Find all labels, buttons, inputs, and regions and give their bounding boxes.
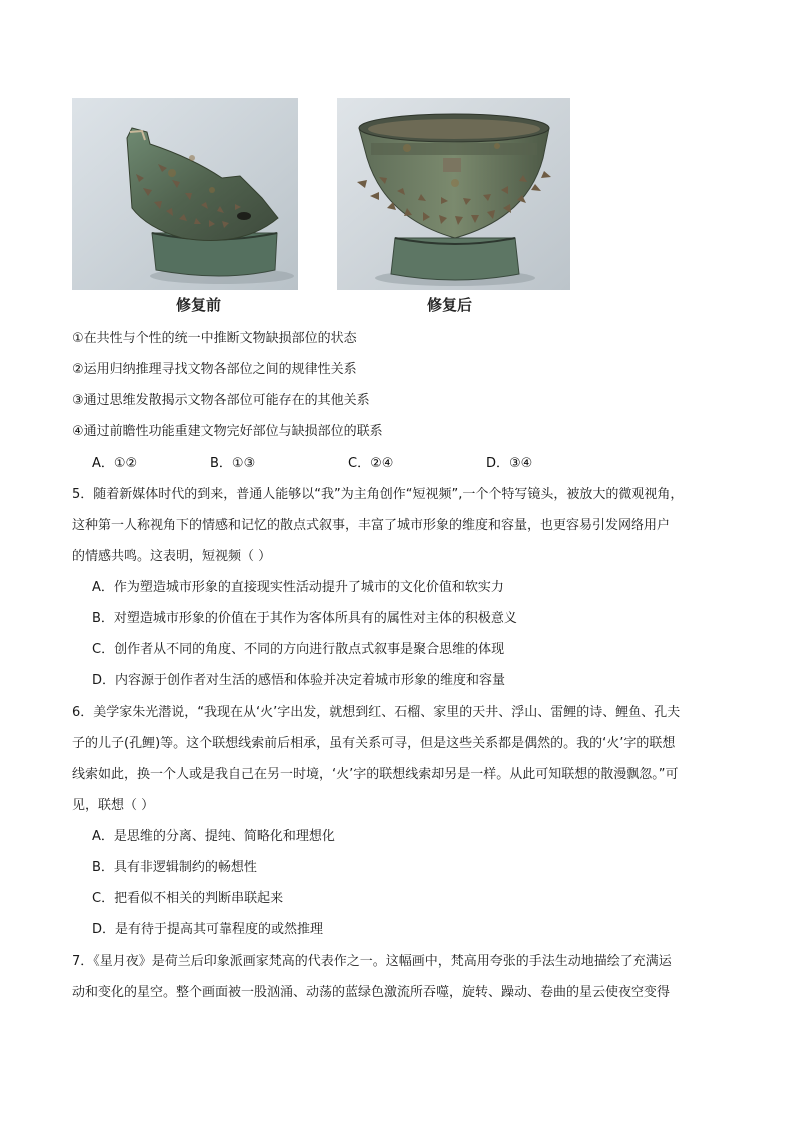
q5-option-b[interactable]: B．对塑造城市形象的价值在于其作为客体所具有的属性对主体的积极意义 (92, 611, 517, 626)
q4-option-d[interactable]: D．③④ (486, 456, 533, 471)
q6-stem-line: 6．美学家朱光潜说，“我现在从‘火’字出发，就想到红、石榴、家里的天井、浮山、雷鲤的诗、鲤鱼、孔夫 (72, 705, 681, 720)
q6-option-b[interactable]: B．具有非逻辑制约的畅想性 (92, 860, 257, 875)
q5-option-c[interactable]: C．创作者从不同的角度、不同的方向进行散点式叙事是聚合思维的体现 (92, 642, 505, 657)
caption-before-restoration: 修复前 (176, 296, 222, 314)
q4-option-a[interactable]: A．①② (92, 456, 138, 471)
q4-option-c[interactable]: C．②④ (348, 456, 394, 471)
q4-statement: ③通过思维发散揭示文物各部位可能存在的其他关系 (72, 393, 370, 408)
q6-option-c[interactable]: C．把看似不相关的判断串联起来 (92, 891, 284, 906)
q6-option-d[interactable]: D．是有待于提高其可靠程度的或然推理 (92, 922, 324, 937)
q6-option-a[interactable]: A．是思维的分离、提纯、简略化和理想化 (92, 829, 335, 844)
photo-vessel-before-restoration (72, 98, 298, 290)
q6-stem-line: 线索如此，换一个人或是我自己在另一时境，‘火’字的联想线索却另是一样。从此可知联想的散漫飘忽。”可 (72, 767, 679, 782)
bronze-vessel-restored-illustration (337, 98, 570, 290)
q6-stem-line: 见，联想（ ） (72, 798, 155, 813)
q6-stem-line: 子的儿子(孔鲤)等。这个联想线索前后相承，虽有关系可寻，但是这些关系都是偶然的。我的‘火’字的联想 (72, 736, 676, 751)
q5-stem-line: 5．随着新媒体时代的到来，普通人能够以“我”为主角创作“短视频”,一个个特写镜头，被放大的微观视角， (72, 487, 684, 502)
q7-stem-line: 动和变化的星空。整个画面被一股汹涌、动荡的蓝绿色激流所吞噬，旋转、躁动、卷曲的星云使夜空变得 (72, 985, 671, 1000)
q4-statement: ④通过前瞻性功能重建文物完好部位与缺损部位的联系 (72, 424, 383, 439)
q4-option-b[interactable]: B．①③ (210, 456, 256, 471)
bronze-vessel-broken-illustration (72, 98, 298, 290)
q5-stem-line: 的情感共鸣。这表明，短视频（ ） (72, 549, 272, 564)
q5-stem-line: 这种第一人称视角下的情感和记忆的散点式叙事，丰富了城市形象的维度和容量，也更容易引发网络用户 (72, 518, 671, 533)
caption-after-restoration: 修复后 (427, 296, 473, 314)
q4-statement: ①在共性与个性的统一中推断文物缺损部位的状态 (72, 331, 357, 346)
q5-option-d[interactable]: D．内容源于创作者对生活的感悟和体验并决定着城市形象的维度和容量 (92, 673, 506, 688)
photo-vessel-after-restoration (337, 98, 570, 290)
q7-stem-line: 7．《星月夜》是荷兰后印象派画家梵高的代表作之一。这幅画中，梵高用夸张的手法生动地描绘了充满运 (72, 954, 672, 969)
q4-statement: ②运用归纳推理寻找文物各部位之间的规律性关系 (72, 362, 357, 377)
q5-option-a[interactable]: A．作为塑造城市形象的直接现实性活动提升了城市的文化价值和软实力 (92, 580, 504, 595)
